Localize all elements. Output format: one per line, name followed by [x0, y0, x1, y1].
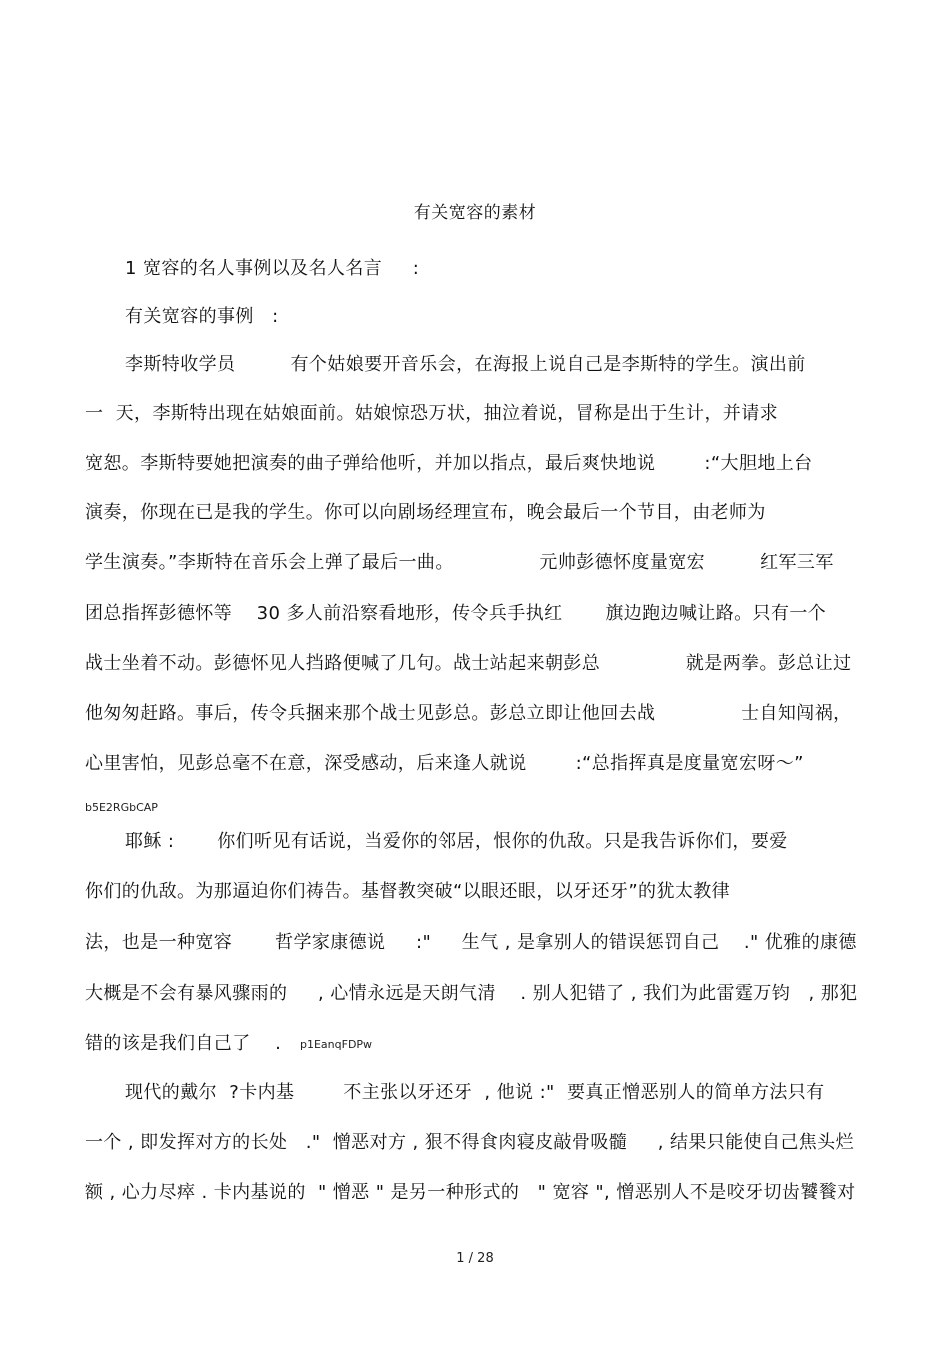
text-line: 李斯特收学员 有个姑娘要开音乐会，在海报上说自己是李斯特的学生。演出前: [125, 354, 806, 375]
text-line: 1 宽容的名人事例以及名人名言 :: [125, 258, 420, 279]
page-indicator: 1 / 28: [456, 1251, 494, 1266]
reference-code: b5E2RGbCAP: [85, 801, 158, 814]
text-line: 大概是不会有暴风骤雨的 , 心情永远是天朗气清 . 别人犯错了 , 我们为此雷霆万钧 , 那犯: [85, 983, 858, 1004]
reference-code: p1EanqFDPw: [300, 1038, 373, 1051]
text-line: 团总指挥彭德怀等 30 多人前沿察看地形，传令兵手执红 旗边跑边喊让路。只有一个: [85, 603, 827, 624]
text-line: 战士坐着不动。彭德怀见人挡路便喊了几句。战士站起来朝彭总 就是两拳。彭总让过: [85, 653, 852, 674]
text-line: 错的该是我们自己了 .: [85, 1033, 282, 1054]
document-title: 有关宽容的素材: [413, 203, 537, 223]
text-line: 法，也是一种宽容 哲学家康德说 :" 生气 , 是拿别人的错误惩罚自己 ." 优雅的康德: [85, 932, 857, 953]
text-line: 你们的仇敌。为那逼迫你们祷告。基督教突破“以眼还眼，以牙还牙”的犹太教律: [85, 881, 731, 902]
text-line: 心里害怕，见彭总毫不在意，深受感动，后来逢人就说 :“总指挥真是度量宽宏呀～”: [85, 753, 804, 774]
text-line: 一 天，李斯特出现在姑娘面前。姑娘惊恐万状，抽泣着说，冒称是出于生计，并请求: [85, 403, 779, 424]
text-line: 宽恕。李斯特要她把演奏的曲子弹给他听，并加以指点，最后爽快地说 :“大胆地上台: [85, 453, 813, 474]
text-line: 学生演奏。”李斯特在音乐会上弹了最后一曲。 元帅彭德怀度量宽宏 红军三军: [85, 552, 834, 573]
text-line: 现代的戴尔 ?卡内基 不主张以牙还牙 , 他说 :" 要真正憎恶别人的简单方法只有: [125, 1082, 825, 1103]
text-line: 演奏，你现在已是我的学生。你可以向剧场经理宣布，晚会最后一个节目，由老师为: [85, 502, 766, 523]
text-line: 耶稣 : 你们听见有话说，当爱你的邻居，恨你的仇敌。只是我告诉你们，要爱: [125, 831, 788, 852]
text-line: 有关宽容的事例 :: [125, 306, 279, 327]
text-line: 一个 , 即发挥对方的长处 ." 憎恶对方 , 狠不得食肉寝皮敲骨吸髓 , 结果只能使自己焦头烂: [85, 1132, 854, 1153]
text-line: 他匆匆赶路。事后，传令兵捆来那个战士见彭总。彭总立即让他回去战 士自知闯祸，: [85, 703, 852, 724]
text-line: 额 , 心力尽瘁 . 卡内基说的 " 憎恶 " 是另一种形式的 " 宽容 ", 憎恶别人不是咬牙切齿饕餮对: [85, 1182, 856, 1203]
